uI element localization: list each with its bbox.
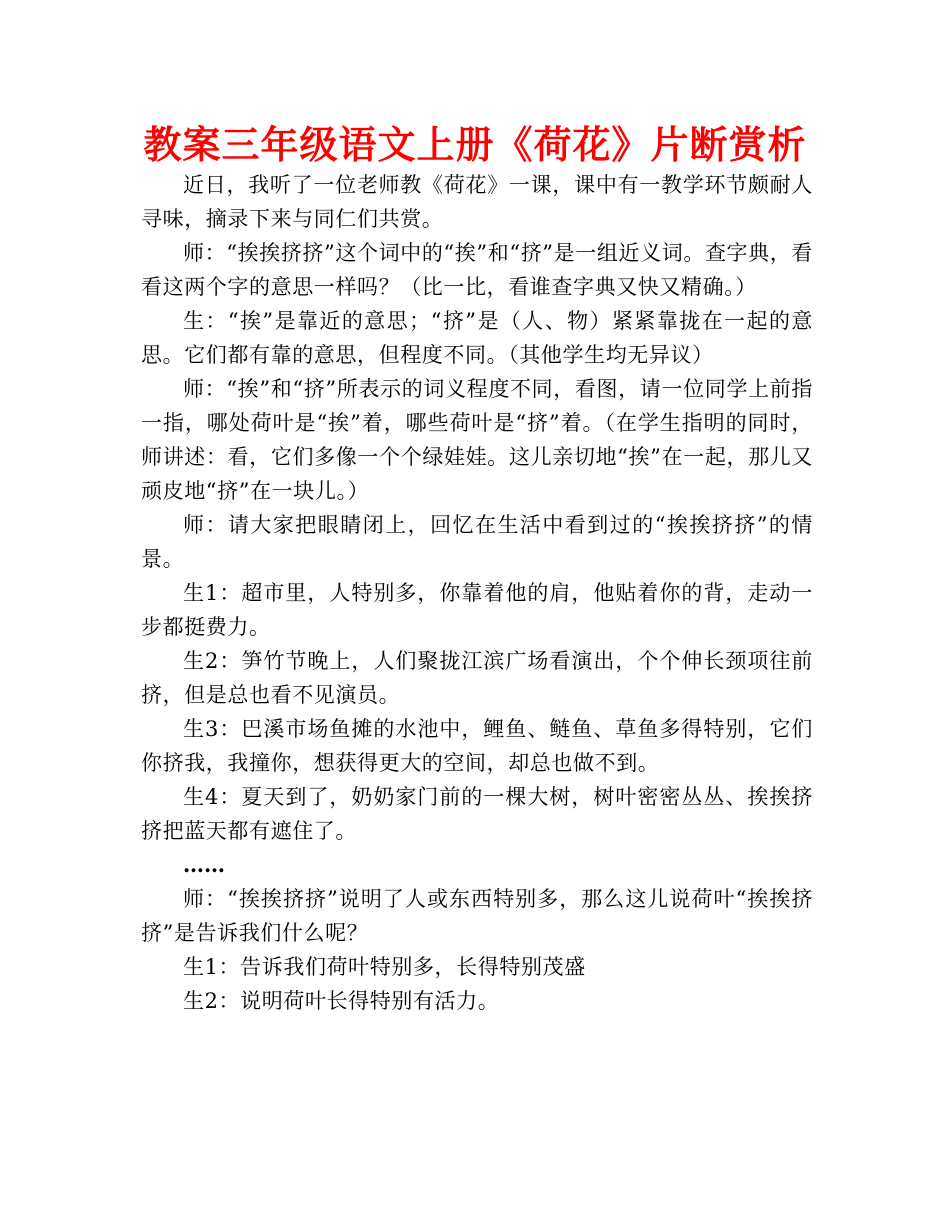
paragraph-teacher-3: 师：请大家把眼睛闭上，回忆在生活中看到过的“挨挨挤挤”的情景。 <box>141 513 813 571</box>
paragraph-student-1: 生：“挨”是靠近的意思；“挤”是（人、物）紧紧靠拢在一起的意思。它们都有靠的意思，但程度不同。（其他学生均无异议） <box>141 309 813 367</box>
paragraph-student-reply-2: 生2：说明荷叶长得特别有活力。 <box>183 989 500 1013</box>
paragraph-teacher-2: 师：“挨”和“挤”所表示的词义程度不同，看图，请一位同学上前指一指，哪处荷叶是“挨”着，哪些荷叶是“挤”着。（在学生指明的同时，师讲述：看，它们多像一个个绿娃娃。这儿亲切地“挨”在一起，那儿又顽皮地“挤”在一块儿。） <box>141 377 813 503</box>
paragraph-teacher-1: 师：“挨挨挤挤”这个词中的“挨”和“挤”是一组近义词。查字典，看看这两个字的意思一样吗？（比一比，看谁查字典又快又精确。） <box>141 241 813 299</box>
document-title: 教案三年级语文上册《荷花》片断赏析 <box>143 123 807 167</box>
paragraph-student-answer-4: 生4：夏天到了，奶奶家门前的一棵大树，树叶密密丛丛、挨挨挤挤把蓝天都有遮住了。 <box>141 785 813 843</box>
paragraph-student-reply-1: 生1：告诉我们荷叶特别多，长得特别茂盛 <box>183 955 586 979</box>
ellipsis: …… <box>183 852 225 877</box>
paragraph-intro: 近日，我听了一位老师教《荷花》一课，课中有一教学环节颇耐人寻味，摘录下来与同仁们共赏。 <box>141 173 813 231</box>
paragraph-student-answer-1: 生1：超市里，人特别多，你靠着他的肩，他贴着你的背，走动一步都挺费力。 <box>141 581 813 639</box>
paragraph-student-answer-2: 生2：笋竹节晚上，人们聚拢江滨广场看演出，个个伸长颈项往前挤，但是总也看不见演员。 <box>141 649 813 707</box>
document-body <box>141 168 813 1018</box>
paragraph-student-answer-3: 生3：巴溪市场鱼摊的水池中，鲤鱼、鲢鱼、草鱼多得特别，它们你挤我，我撞你，想获得更大的空间，却总也做不到。 <box>141 717 813 775</box>
paragraph-teacher-4: 师：“挨挨挤挤”说明了人或东西特别多，那么这儿说荷叶“挨挨挤挤”是告诉我们什么呢？ <box>141 887 813 945</box>
